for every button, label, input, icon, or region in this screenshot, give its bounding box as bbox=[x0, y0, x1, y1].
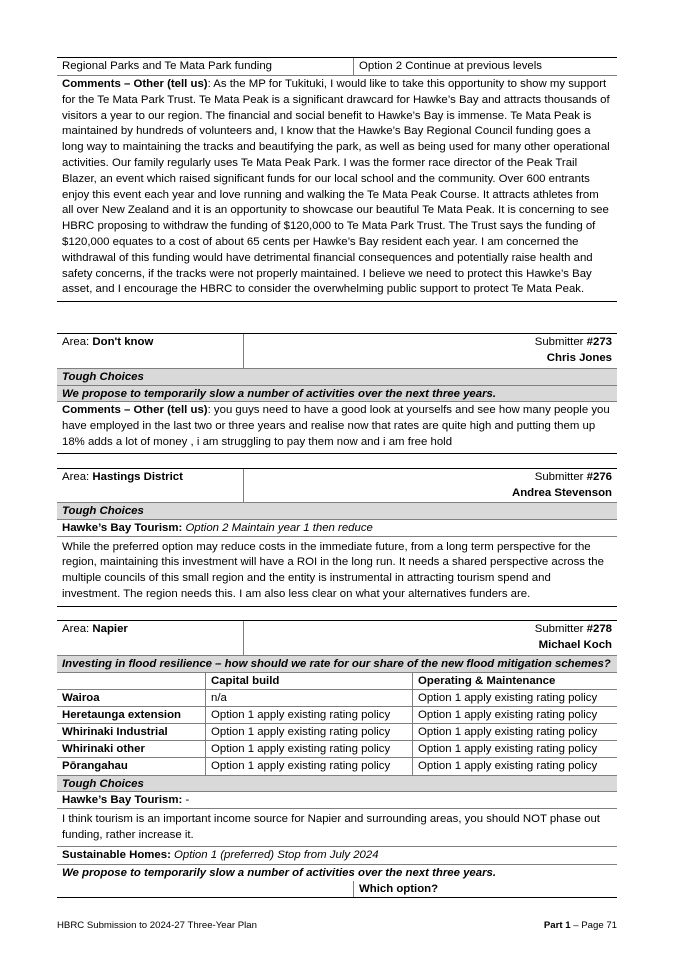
comment-text: I think tourism is an important income source for Napier and surrounding areas, you should NOT phase out funding, rather increase it. bbox=[62, 813, 600, 841]
area-value: Hastings District bbox=[92, 471, 183, 483]
area-value: Don't know bbox=[92, 336, 154, 348]
question-text: We propose to temporarily slow a number of activities over the next three years. bbox=[62, 387, 497, 400]
area-value: Napier bbox=[92, 623, 128, 635]
question-text: We propose to temporarily slow a number of activities over the next three years. bbox=[62, 866, 497, 879]
scheme-name: Wairoa bbox=[62, 691, 100, 704]
scheme-name: Whirinaki other bbox=[62, 743, 145, 756]
tourism-row bbox=[57, 791, 617, 808]
submitter-number: #278 bbox=[586, 623, 612, 635]
submitter-prefix: Submitter bbox=[534, 623, 587, 635]
submitter-name: Chris Jones bbox=[546, 351, 612, 364]
capital-value: Option 1 apply existing rating policy bbox=[205, 723, 412, 740]
scheme-name: Heretaunga extension bbox=[62, 708, 182, 721]
comment-text: : As the MP for Tukituki, I would like to take this opportunity to show my support for the Te Mata Park Trust. Te Mata Peak is a significant drawcard for Hawke’s Bay and attracts thousands of visitors a year to our region. The financial and social benefit to Hawke’s Bay is immense. Te Mata Peak is maintained by hundreds of volunteers and, I know that the Hawke’s Bay Regional Council funding goes a long way to maintaining the tracks and beautifying the park, as well as being used for many other operational activities. Our family regularly uses Te Mata Peak Park. I was the former race director of the Peak Trail Blazer, an event which raised significant funds for our local school and the community. Over 600 entrants enjoy this event each year and love running and walking the Te Mata Peak Course. It attracts athletes from all over New Zealand and it is an opportunity to showcase our beautiful Te Mata Peak. It is concerning to see HBRC proposing to withdraw the funding of $120,000 to Te Mata Park Trust. The Trust says the funding of $120,000 equates to a cost of about 65 cents per Hawke’s Bay resident each year. I am concerned the withdrawal of this funding would have detrimental financial consequences and potentially raise health and safety concerns, if the tracks were not properly maintained. I believe we need to protect this Hawke’s Bay asset, and I encourage the HBRC to consider the overwhelming public support to protect Te Mata Peak. bbox=[62, 78, 610, 296]
comment-text: : you guys need to have a good look at yourselfs and see how many people you have employed in the last two or three years and realise now that rates are quite high and putting them up 18% adds a lot of money , i am struggling to pay them now and i am free hold bbox=[62, 404, 610, 448]
topic-label: Hawke’s Bay Tourism: bbox=[62, 521, 183, 534]
capital-value: Option 1 apply existing rating policy bbox=[205, 740, 412, 757]
submitter-header bbox=[57, 620, 617, 655]
tourism-value: - bbox=[182, 794, 190, 807]
table-corner bbox=[57, 672, 205, 689]
operating-value: Option 1 apply existing rating policy bbox=[412, 757, 617, 774]
operating-value: Option 1 apply existing rating policy bbox=[412, 706, 617, 723]
submitter-number: #273 bbox=[586, 336, 612, 348]
operating-value: Option 1 apply existing rating policy bbox=[412, 740, 617, 757]
scheme-name: Whirinaki Industrial bbox=[62, 726, 168, 739]
operating-value: Option 1 apply existing rating policy bbox=[412, 723, 617, 740]
comment-text: While the preferred option may reduce costs in the immediate future, from a long term perspective for the region, maintaining this investment will have a ROI in the long run. It needs a shared perspective across the multiple councils of this small region and the entity is instrumental in attracting tourism spend and investment. The region needs this. I am also less clear on what your alternatives funders are. bbox=[62, 540, 604, 600]
comment-row bbox=[57, 401, 617, 454]
flood-rating-table bbox=[57, 672, 617, 775]
flood-question-text: Investing in flood resilience – how should we rate for our share of the new flood mitigation schemes? bbox=[62, 658, 611, 670]
area-prefix: Area: bbox=[62, 336, 93, 348]
footer-left: HBRC Submission to 2024-27 Three-Year Plan bbox=[57, 920, 257, 931]
section-heading bbox=[57, 502, 617, 519]
submitter-cell bbox=[244, 334, 617, 368]
scheme-name: Pōrangahau bbox=[62, 760, 128, 773]
homes-label: Sustainable Homes: bbox=[62, 848, 171, 861]
which-option-row bbox=[57, 881, 617, 898]
topic-option: Option 2 Maintain year 1 then reduce bbox=[182, 521, 373, 534]
submitter-cell bbox=[244, 621, 617, 655]
submitter-name: Andrea Stevenson bbox=[511, 486, 612, 499]
funding-comment bbox=[57, 75, 617, 302]
homes-row bbox=[57, 846, 617, 864]
submitter-prefix: Submitter bbox=[534, 336, 587, 348]
homes-option: Option 1 (preferred) Stop from July 2024 bbox=[170, 848, 379, 861]
section-title: Tough Choices bbox=[62, 505, 144, 517]
question-row bbox=[57, 385, 617, 402]
area-cell bbox=[57, 469, 243, 502]
submission-278 bbox=[57, 620, 617, 898]
question-row bbox=[57, 864, 617, 881]
comment-label: Comments – Other (tell us) bbox=[62, 78, 208, 90]
te-mata-submission bbox=[57, 57, 617, 302]
area-cell bbox=[57, 621, 243, 655]
footer-part: Part 1 bbox=[543, 920, 571, 931]
funding-topic: Regional Parks and Te Mata Park funding bbox=[62, 60, 273, 72]
col-capital-build: Capital build bbox=[211, 674, 280, 687]
area-prefix: Area: bbox=[62, 471, 93, 483]
submitter-header bbox=[57, 333, 617, 368]
area-cell bbox=[57, 334, 243, 368]
tourism-comment bbox=[57, 808, 617, 846]
capital-value: n/a bbox=[205, 689, 412, 706]
capital-value: Option 1 apply existing rating policy bbox=[205, 757, 412, 774]
funding-option: Option 2 Continue at previous levels bbox=[359, 60, 542, 72]
section-heading bbox=[57, 775, 617, 792]
section-title: Tough Choices bbox=[62, 371, 144, 383]
submitter-cell bbox=[244, 469, 617, 502]
topic-row bbox=[57, 519, 617, 536]
submitter-prefix: Submitter bbox=[534, 471, 587, 483]
funding-header-row bbox=[57, 57, 617, 75]
section-heading bbox=[57, 368, 617, 385]
submitter-name: Michael Koch bbox=[538, 638, 612, 651]
submission-276 bbox=[57, 468, 617, 607]
operating-value: Option 1 apply existing rating policy bbox=[412, 689, 617, 706]
footer-page-number: – Page 71 bbox=[570, 920, 617, 931]
submitter-header bbox=[57, 468, 617, 502]
submitter-number: #276 bbox=[586, 471, 612, 483]
submission-273 bbox=[57, 333, 617, 454]
tourism-label: Hawke’s Bay Tourism: bbox=[62, 794, 183, 807]
comment-label: Comments – Other (tell us) bbox=[62, 404, 208, 416]
which-option-label: Which option? bbox=[359, 882, 439, 895]
comment-row bbox=[57, 536, 617, 607]
col-operating-maintenance: Operating & Maintenance bbox=[418, 674, 556, 687]
flood-question-row bbox=[57, 655, 617, 672]
area-prefix: Area: bbox=[62, 623, 93, 635]
section-title: Tough Choices bbox=[62, 777, 144, 790]
capital-value: Option 1 apply existing rating policy bbox=[205, 706, 412, 723]
footer-page bbox=[544, 920, 617, 932]
